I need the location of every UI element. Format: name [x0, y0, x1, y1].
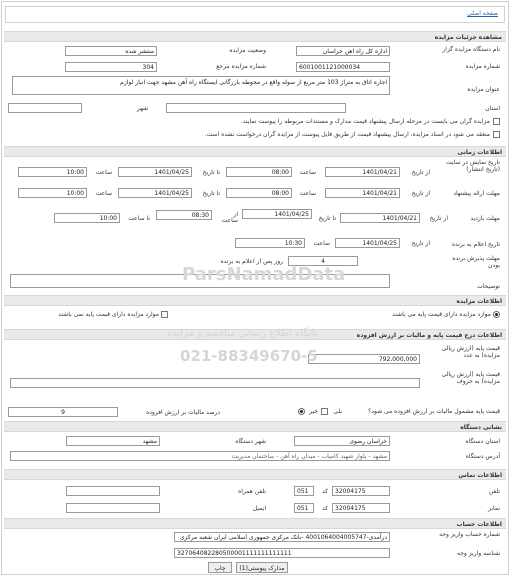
docs-note: مزایده گران می بایست در مرحله ارسال پیشنهاد قیمت مدارک و مستندات مربوطه را پیوست نمایند.: [240, 118, 490, 125]
announce-date-label: تاریخ اعلام به برنده: [451, 241, 500, 248]
description-field: [10, 274, 390, 288]
org-name-label: نام دستگاه مزایده گزار: [442, 46, 500, 53]
auction-details-page: [1, 1, 509, 575]
address-city-label: شهر دستگاه: [235, 438, 266, 445]
submit-from-time: 08:00: [226, 188, 292, 198]
docs-note-2: منعقد می شود در اسناد مزایده، ارسال پیشنهاد قیمت از طریق فایل پیوست از مزایده گران درخواست نشده است.: [204, 131, 490, 138]
email-field: [66, 503, 160, 513]
visit-to-label: تا تاریخ: [318, 215, 336, 222]
fax-label: نمابر: [488, 505, 500, 512]
visit-deadline-label: مهلت بازدید: [470, 215, 500, 222]
back-link-box: [5, 6, 505, 23]
address-province-field: خراسان رضوی: [294, 436, 390, 446]
vat-yes-label: بلی: [333, 408, 342, 415]
publish-date-label: تاریخ نمایش در سایت (تاریخ انتشار): [446, 159, 500, 173]
submit-to-date: 1401/04/25: [118, 188, 192, 198]
publish-to-time: 10:00: [18, 167, 87, 177]
days-after-label: روز پس از اعلام به برنده: [220, 258, 283, 265]
submit-to-time-label: ساعت: [95, 190, 112, 197]
vat-yes-checkbox[interactable]: [321, 408, 328, 415]
visit-from-time-label: از ساعت: [221, 211, 238, 224]
section-account: اطلاعات حساب: [4, 518, 506, 529]
publish-to-date: 1401/04/25: [118, 167, 192, 177]
status-field: منتشر شده: [65, 46, 157, 56]
vat-question-label: قیمت پایه مشمول مالیات بر ارزش افزوده می شود؟: [368, 408, 500, 415]
submit-to-time: 10:00: [18, 188, 87, 198]
visit-to-time: 10:00: [54, 213, 120, 223]
account-number-label: شماره حساب واریز وجه: [439, 531, 500, 538]
email-label: ایمیل: [252, 505, 266, 512]
publish-from-time: 08:00: [226, 167, 292, 177]
docs-checkbox[interactable]: [493, 118, 500, 125]
phone-code-field: 051: [294, 486, 314, 496]
description-label: توضیحات: [476, 283, 500, 290]
province-label: استان: [485, 105, 500, 112]
auction-title-field: اجاره اتاق به متراژ 103 متر مربع از سوله واقع در محوطه بازرگانی ایستگاه راه آهن مشهد جهت انبار لوازم: [12, 76, 390, 95]
auction-title-label: عنوان مزایده: [467, 86, 500, 93]
address-city-field: مشهد: [66, 436, 160, 446]
submit-from-label: از تاریخ: [411, 190, 430, 197]
visit-from-time: 08:30: [156, 210, 212, 220]
watermark-phone: 021-88349670-5: [180, 347, 318, 365]
vat-no-label: خیر: [309, 408, 318, 415]
phone-field: 32004175: [332, 486, 390, 496]
section-address: نشانی دستگاه: [4, 421, 506, 432]
no-base-price-checkbox[interactable]: [161, 311, 168, 318]
sheba-label: شناسه واریز وجه: [457, 550, 500, 557]
address-label: آدرس دستگاه: [465, 453, 500, 460]
fax-code-label: کد: [321, 505, 328, 512]
price-words-field: [10, 378, 420, 388]
account-number-field: درآمدی-4001064004005747 -بانک مرکزی جمهوری اسلامی ایران شعبه مرکزی: [174, 532, 390, 542]
price-words-label: قیمت پایه (ارزش ریالی مزایده) به حروف: [441, 371, 500, 385]
phone-label: تلفن: [488, 488, 500, 495]
publish-to-time-label: ساعت: [95, 169, 112, 176]
publish-from-date: 1401/04/21: [325, 167, 400, 177]
home-link[interactable]: صفحه اصلی: [467, 10, 498, 17]
sheba-field: 327064082280500001111111111111: [174, 548, 390, 558]
has-base-price-label: موارد مزایده دارای قیمت پایه می باشند: [392, 311, 491, 318]
auction-number-field: 6001001121000034: [296, 62, 390, 72]
publish-from-time-label: ساعت: [299, 169, 316, 176]
announce-time: 10:30: [235, 238, 305, 248]
address-province-label: استان دستگاه: [465, 438, 500, 445]
watermark-brand: ParsNamadData: [182, 264, 346, 285]
announce-time-label: ساعت: [313, 240, 330, 247]
docs-checkbox-2[interactable]: [493, 131, 500, 138]
vat-no-radio[interactable]: [298, 408, 305, 415]
status-label: وضعیت مزایده: [229, 47, 266, 54]
announce-from-label: از تاریخ: [411, 240, 430, 247]
publish-to-label: تا تاریخ: [202, 169, 220, 176]
submit-deadline-label: مهلت ارائه پیشنهاد: [453, 190, 500, 197]
visit-from-date: 1401/04/21: [340, 213, 420, 223]
fax-code-field: 051: [294, 503, 314, 513]
vat-percent-field: 9: [8, 407, 118, 417]
fax-field: 32004175: [332, 503, 390, 513]
mobile-field: [66, 486, 160, 496]
publish-from-label: از تاریخ: [411, 169, 430, 176]
section-base-price: اطلاعات درج قیمت پایه و مالیات بر ارزش افزوده: [4, 329, 506, 340]
city-label: شهر: [136, 105, 148, 112]
auction-number-label: شماره مزایده: [465, 63, 500, 70]
submit-from-date: 1401/04/21: [325, 188, 400, 198]
section-details: مشاهده جزئیات مزایده: [4, 31, 506, 42]
announce-date: 1401/04/25: [335, 238, 400, 248]
acceptance-deadline-label: مهلت پذیرش برنده بودن: [452, 255, 500, 269]
mobile-label: تلفن همراه: [238, 488, 266, 495]
ref-number-label: شماره مزایده مرجع: [216, 63, 266, 70]
visit-from-label: از تاریخ: [429, 215, 448, 222]
section-contact: اطلاعات تماس: [4, 469, 506, 480]
ref-number-field: 304: [65, 62, 157, 72]
vat-percent-label: درصد مالیات بر ارزش افزوده: [146, 409, 220, 416]
section-times: اطلاعات زمانی: [4, 146, 506, 157]
price-rial-field: 792,000,000: [308, 354, 420, 364]
acceptance-days: 4: [288, 256, 358, 266]
visit-to-date: 1401/04/25: [242, 209, 312, 219]
attachments-button[interactable]: مدارک پیوستی(1): [236, 562, 288, 573]
section-auction-info: اطلاعات مزایده: [4, 295, 506, 306]
submit-to-label: تا تاریخ: [202, 190, 220, 197]
address-field: مشهد - بلوار شهید کامیاب - میدان راه آهن - ساختمان مدیریت: [10, 451, 390, 461]
city-field: [8, 103, 82, 113]
org-name-field: اداره کل راه اهن خراسان: [296, 46, 390, 56]
phone-code-label: کد: [321, 488, 328, 495]
no-base-price-label: موارد مزایده دارای قیمت پایه نمی باشند: [58, 311, 159, 318]
visit-to-time-label: تا ساعت: [128, 215, 150, 222]
submit-from-time-label: ساعت: [299, 190, 316, 197]
province-field: [166, 103, 346, 113]
watermark-line: پایگاه اطلاع رسانی مناقصه و مزایده: [167, 328, 318, 339]
price-rial-label: قیمت پایه (ارزش ریالی مزایده) به عدد: [441, 345, 500, 359]
print-button[interactable]: چاپ: [208, 562, 232, 573]
has-base-price-radio[interactable]: [493, 311, 500, 318]
